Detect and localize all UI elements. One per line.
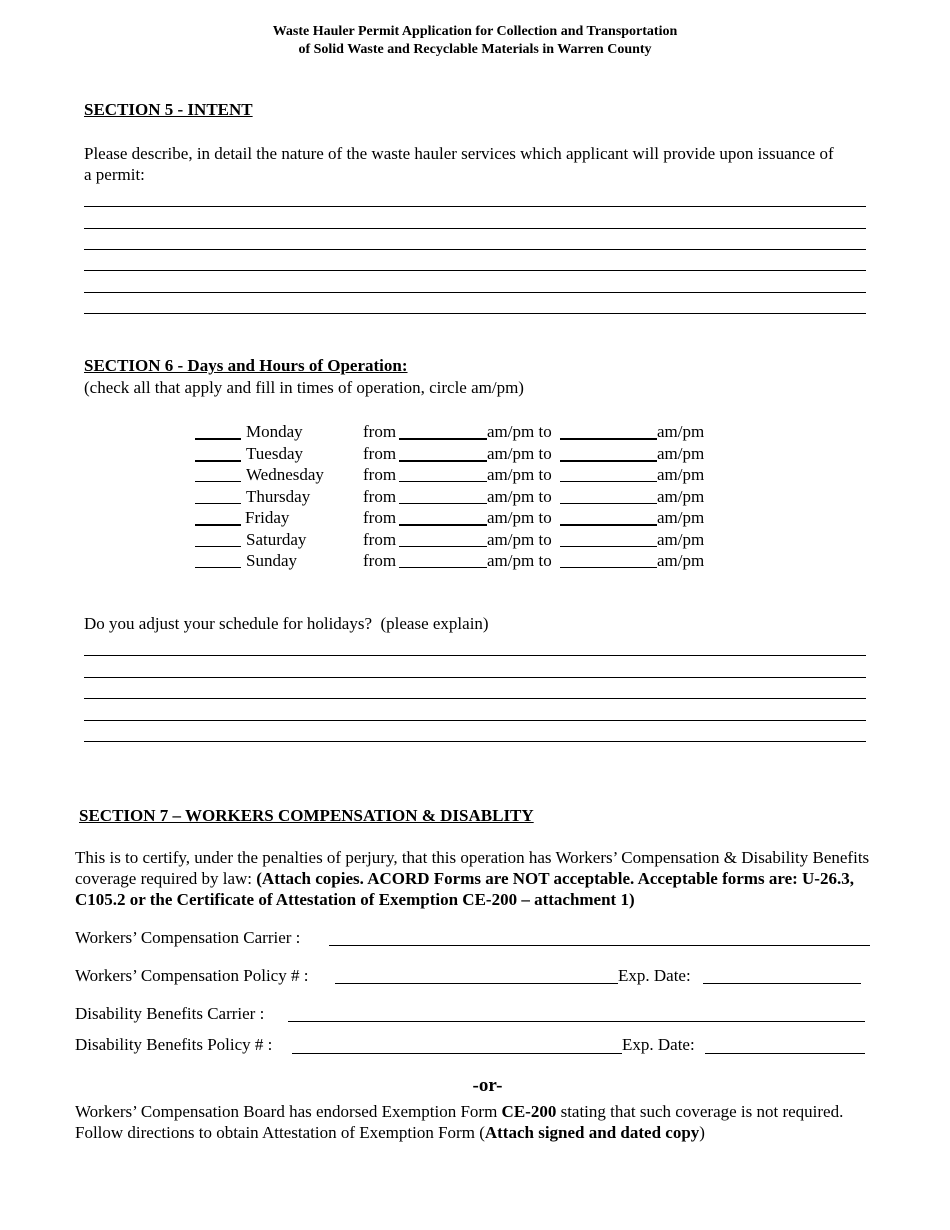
wc-carrier-label: Workers’ Compensation Carrier : [75,928,301,947]
day-label: Tuesday [246,443,303,463]
saturday-end-time[interactable] [560,546,657,547]
wednesday-end-time[interactable] [560,481,657,482]
ampm-to-label: am/pm to [487,529,552,549]
wednesday-start-time[interactable] [399,481,487,482]
or-separator: -or- [472,1075,503,1096]
thursday-end-time[interactable] [560,503,657,504]
exemption-attach-note: Attach signed and dated copy [484,1123,700,1142]
tuesday-end-time[interactable] [560,460,657,462]
saturday-start-time[interactable] [399,546,487,547]
thursday-checkbox[interactable] [195,503,241,504]
tuesday-checkbox[interactable] [195,460,241,462]
from-label: from [363,551,397,570]
from-label: from [363,508,397,527]
exemption-text-3: ) [699,1123,705,1142]
exemption-text-2: stating that such coverage is not required. Follow directions to obtain Attestation of Exemption Form ( [75,1102,844,1142]
section-5-title: SECTION 5 - INTENT [84,100,253,119]
ampm-label: am/pm [657,486,705,506]
ampm-to-label: am/pm to [487,508,552,527]
thursday-start-time[interactable] [399,503,487,504]
day-label: Monday [246,422,303,441]
from-label: from [363,465,397,484]
holiday-line-3[interactable] [84,698,866,699]
wc-exp-date-label: Exp. Date: [618,966,691,985]
form-title-line-1: Waste Hauler Permit Application for Collection and Transportation [272,24,678,39]
friday-start-time[interactable] [399,524,487,526]
from-label: from [363,486,397,506]
from-label: from [363,422,397,441]
sunday-checkbox[interactable] [195,567,241,568]
sunday-start-time[interactable] [399,567,487,568]
ampm-label: am/pm [657,465,705,484]
intent-line-6[interactable] [84,313,866,314]
sunday-end-time[interactable] [560,567,657,568]
certification-attachment-note: (Attach copies. ACORD Forms are NOT acceptable. Acceptable forms are: U-26.3, C105.2 or the Certificate of Attestation of Exemption CE-200 – attachment 1) [75,869,854,909]
day-label: Sunday [246,551,297,570]
db-carrier-label: Disability Benefits Carrier : [75,1004,265,1023]
holiday-question: Do you adjust your schedule for holidays? (please explain) [84,614,489,633]
form-header [0,23,950,59]
ampm-label: am/pm [657,422,705,441]
ampm-to-label: am/pm to [487,486,552,506]
exemption-form-number: CE-200 [501,1102,557,1121]
holiday-line-4[interactable] [84,720,866,721]
wc-policy-field[interactable] [335,983,618,984]
ampm-to-label: am/pm to [487,465,552,484]
wc-policy-label: Workers’ Compensation Policy # : [75,966,309,985]
monday-end-time[interactable] [560,438,657,440]
exemption-statement [75,1101,875,1143]
holiday-line-1[interactable] [84,655,866,656]
db-policy-label: Disability Benefits Policy # : [75,1035,273,1054]
day-label: Wednesday [246,465,324,484]
wc-carrier-field[interactable] [329,945,870,946]
intent-line-3[interactable] [84,249,866,250]
ampm-label: am/pm [657,551,705,570]
section-5-prompt: Please describe, in detail the nature of the waste hauler services which applicant will provide upon issuance of a permit: [84,144,834,184]
holiday-line-2[interactable] [84,677,866,678]
monday-checkbox[interactable] [195,438,241,440]
friday-end-time[interactable] [560,524,657,526]
section-6-instructions: (check all that apply and fill in times of operation, circle am/pm) [84,378,524,397]
day-label: Thursday [246,486,311,506]
ampm-label: am/pm [657,443,705,463]
saturday-checkbox[interactable] [195,546,241,547]
exemption-text-1: Workers’ Compensation Board has endorsed Exemption Form [75,1102,502,1121]
db-exp-date-field[interactable] [705,1053,865,1054]
ampm-to-label: am/pm to [487,443,552,463]
friday-checkbox[interactable] [195,524,241,526]
wc-exp-date-field[interactable] [703,983,861,984]
from-label: from [363,529,397,549]
day-label: Saturday [246,529,307,549]
tuesday-start-time[interactable] [399,460,487,462]
monday-start-time[interactable] [399,438,487,440]
ampm-label: am/pm [657,529,705,549]
ampm-to-label: am/pm to [487,422,552,441]
wednesday-checkbox[interactable] [195,481,241,482]
intent-line-5[interactable] [84,292,866,293]
ampm-to-label: am/pm to [487,551,552,570]
intent-line-2[interactable] [84,228,866,229]
certification-text: This is to certify, under the penalties of perjury, that this operation has Workers’ Compensation & Disability Benefits coverage required by law: [75,848,870,888]
db-policy-field[interactable] [292,1053,622,1054]
section-6-title: SECTION 6 - Days and Hours of Operation: [84,356,408,375]
holiday-line-5[interactable] [84,741,866,742]
ampm-label: am/pm [657,508,705,527]
from-label: from [363,443,397,463]
certification-statement [75,847,905,910]
day-label: Friday [245,508,290,527]
intent-line-1[interactable] [84,206,866,207]
db-exp-date-label: Exp. Date: [622,1035,695,1054]
intent-line-4[interactable] [84,270,866,271]
form-title-line-2: of Solid Waste and Recyclable Materials in Warren County [298,42,652,57]
db-carrier-field[interactable] [288,1021,865,1022]
section-7-title: SECTION 7 – WORKERS COMPENSATION & DISABLITY [79,806,534,825]
